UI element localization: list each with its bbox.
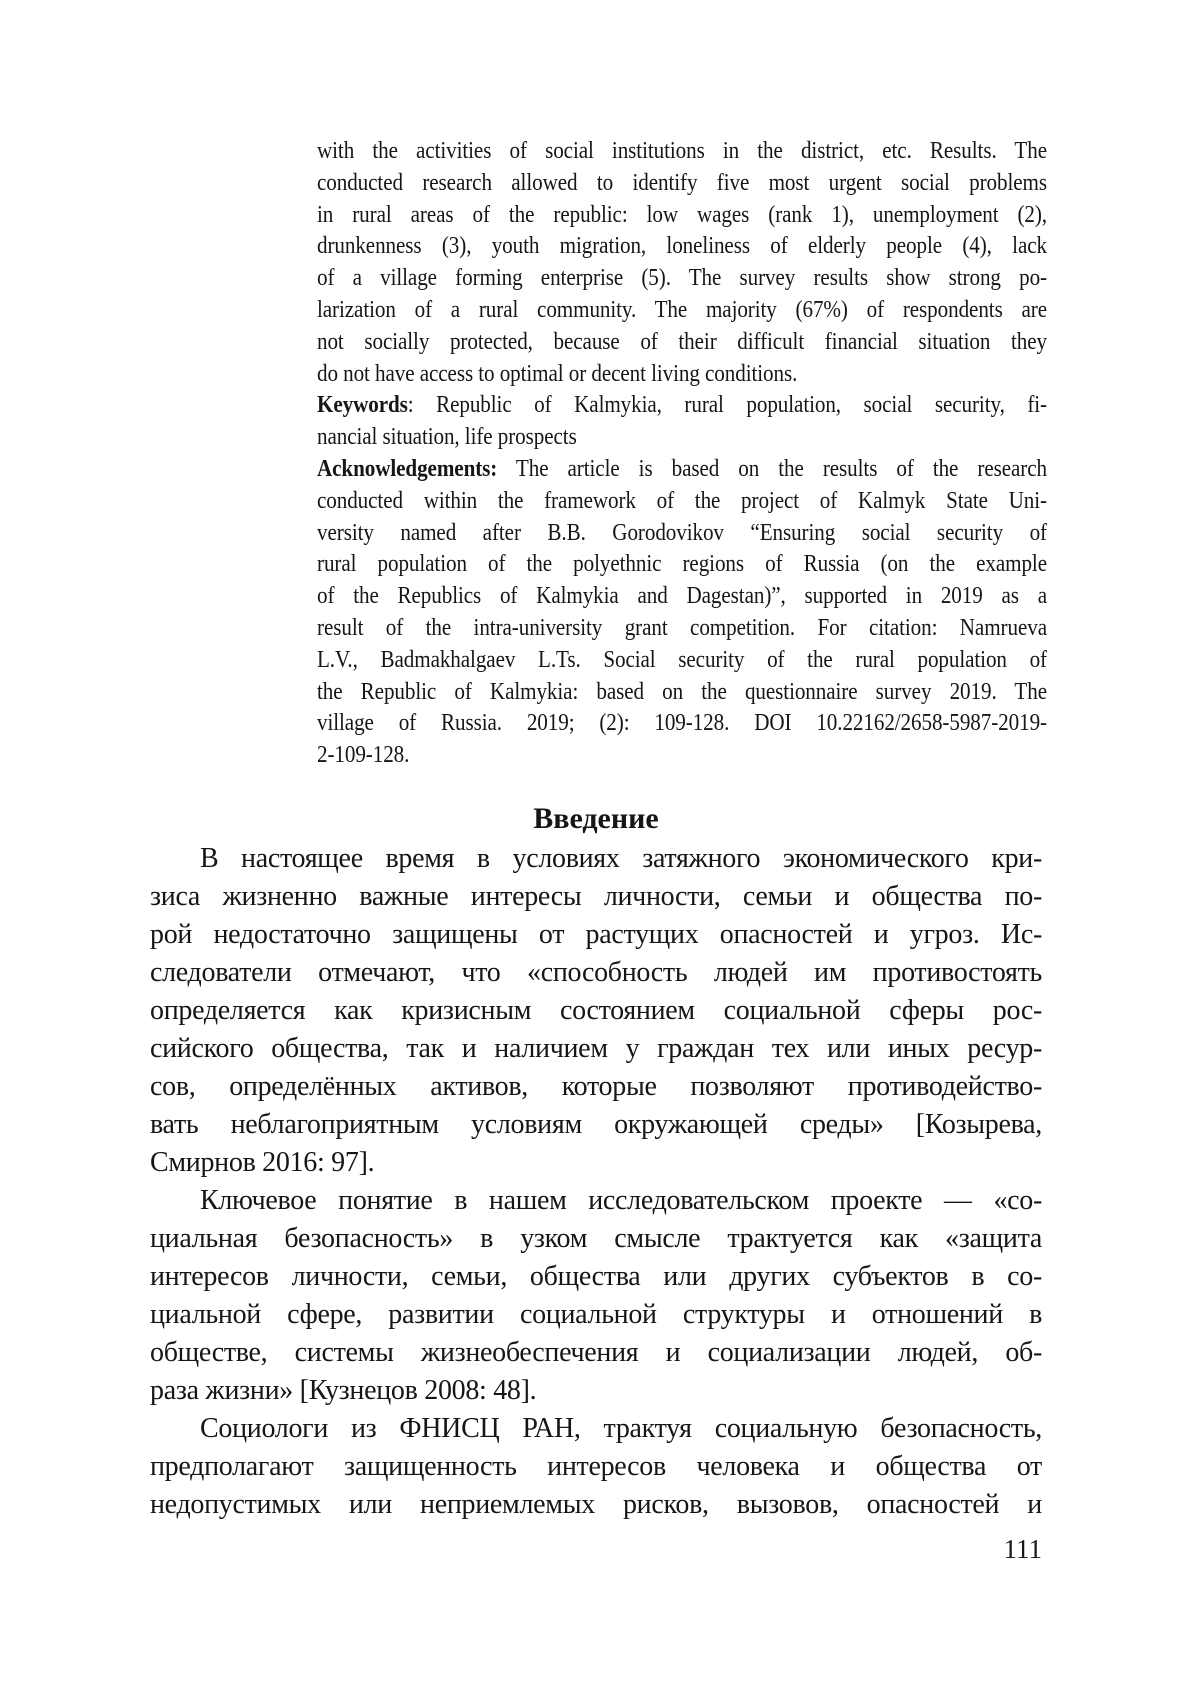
text-line: В настоящее время в условиях затяжного экономического кри- xyxy=(200,843,1042,874)
text-line: result of the intra-university grant competition. For citation: Namrueva xyxy=(317,614,1047,641)
text-line: недопустимых или неприемлемых рисков, вызовов, опасностей и xyxy=(150,1489,1042,1520)
text-line: versity named after B.B. Gorodovikov “Ensuring social security of xyxy=(317,519,1047,546)
text-line: следователи отмечают, что «способность людей им противостоять xyxy=(150,957,1042,988)
text-line: зиса жизненно важные интересы личности, семьи и общества по- xyxy=(150,881,1042,912)
text-line: not socially protected, because of their difficult financial situation they xyxy=(317,328,1047,355)
text-line: drunkenness (3), youth migration, loneliness of elderly people (4), lack xyxy=(317,233,1047,260)
text-line: обществе, системы жизнеобеспечения и социализации людей, об- xyxy=(150,1337,1042,1368)
page-number: 111 xyxy=(1003,1534,1042,1564)
text-line: 2-109-128. xyxy=(317,742,410,769)
abstract-block xyxy=(317,136,1047,772)
text-line: conducted within the framework of the project of Kalmyk State Uni- xyxy=(317,487,1047,514)
text-line: in rural areas of the republic: low wages (rank 1), unemployment (2), xyxy=(317,201,1047,228)
text-line: village of Russia. 2019; (2): 109-128. DOI 10.22162/2658-5987-2019- xyxy=(317,710,1047,737)
text-line: интересов личности, семьи, общества или других субъектов в со- xyxy=(150,1261,1042,1292)
text-line: сийского общества, так и наличием у граждан тех или иных ресур- xyxy=(150,1033,1042,1064)
text-line: сов, определённых активов, которые позволяют противодейство- xyxy=(150,1071,1042,1102)
text-line: of a village forming enterprise (5). The survey results show strong po- xyxy=(317,265,1047,292)
text-line: with the activities of social institutions in the district, etc. Results. The xyxy=(317,138,1047,164)
text-line: the Republic of Kalmykia: based on the questionnaire survey 2019. The xyxy=(317,678,1047,705)
text-line: вать неблагоприятным условиям окружающей среды» [Козырева, xyxy=(150,1109,1042,1140)
text-line: раза жизни» [Кузнецов 2008: 48]. xyxy=(150,1375,537,1406)
text-line: определяется как кризисным состоянием социальной сферы рос- xyxy=(150,995,1042,1026)
section-heading: Введение xyxy=(533,802,659,835)
text-line: циальная безопасность» в узком смысле трактуется как «защита xyxy=(150,1223,1042,1254)
text-line: циальной сфере, развитии социальной структуры и отношений в xyxy=(150,1299,1042,1330)
text-line: Ключевое понятие в нашем исследовательском проекте — «со- xyxy=(200,1185,1042,1216)
text-line: Acknowledgements: The article is based on the results of the research xyxy=(317,455,1047,482)
text-line: Смирнов 2016: 97]. xyxy=(150,1147,375,1178)
text-line: larization of a rural community. The majority (67%) of respondents are xyxy=(317,296,1047,323)
text-line: conducted research allowed to identify five most urgent social problems xyxy=(317,169,1047,196)
text-line: of the Republics of Kalmykia and Dagestan)”, supported in 2019 as a xyxy=(317,583,1047,610)
text-line: nancial situation, life prospects xyxy=(317,424,577,451)
text-line: do not have access to optimal or decent living conditions. xyxy=(317,360,798,387)
text-line: Keywords: Republic of Kalmykia, rural population, social security, fi- xyxy=(317,392,1047,419)
text-line: rural population of the polyethnic regions of Russia (on the example xyxy=(317,551,1047,578)
text-line: L.V., Badmakhalgaev L.Ts. Social security of the rural population of xyxy=(317,646,1047,673)
text-line: рой недостаточно защищены от растущих опасностей и угроз. Ис- xyxy=(150,919,1042,950)
text-line: Социологи из ФНИСЦ РАН, трактуя социальную безопасность, xyxy=(200,1413,1042,1444)
text-line: предполагают защищенность интересов человека и общества от xyxy=(150,1451,1042,1482)
introduction-block xyxy=(150,840,1042,1524)
